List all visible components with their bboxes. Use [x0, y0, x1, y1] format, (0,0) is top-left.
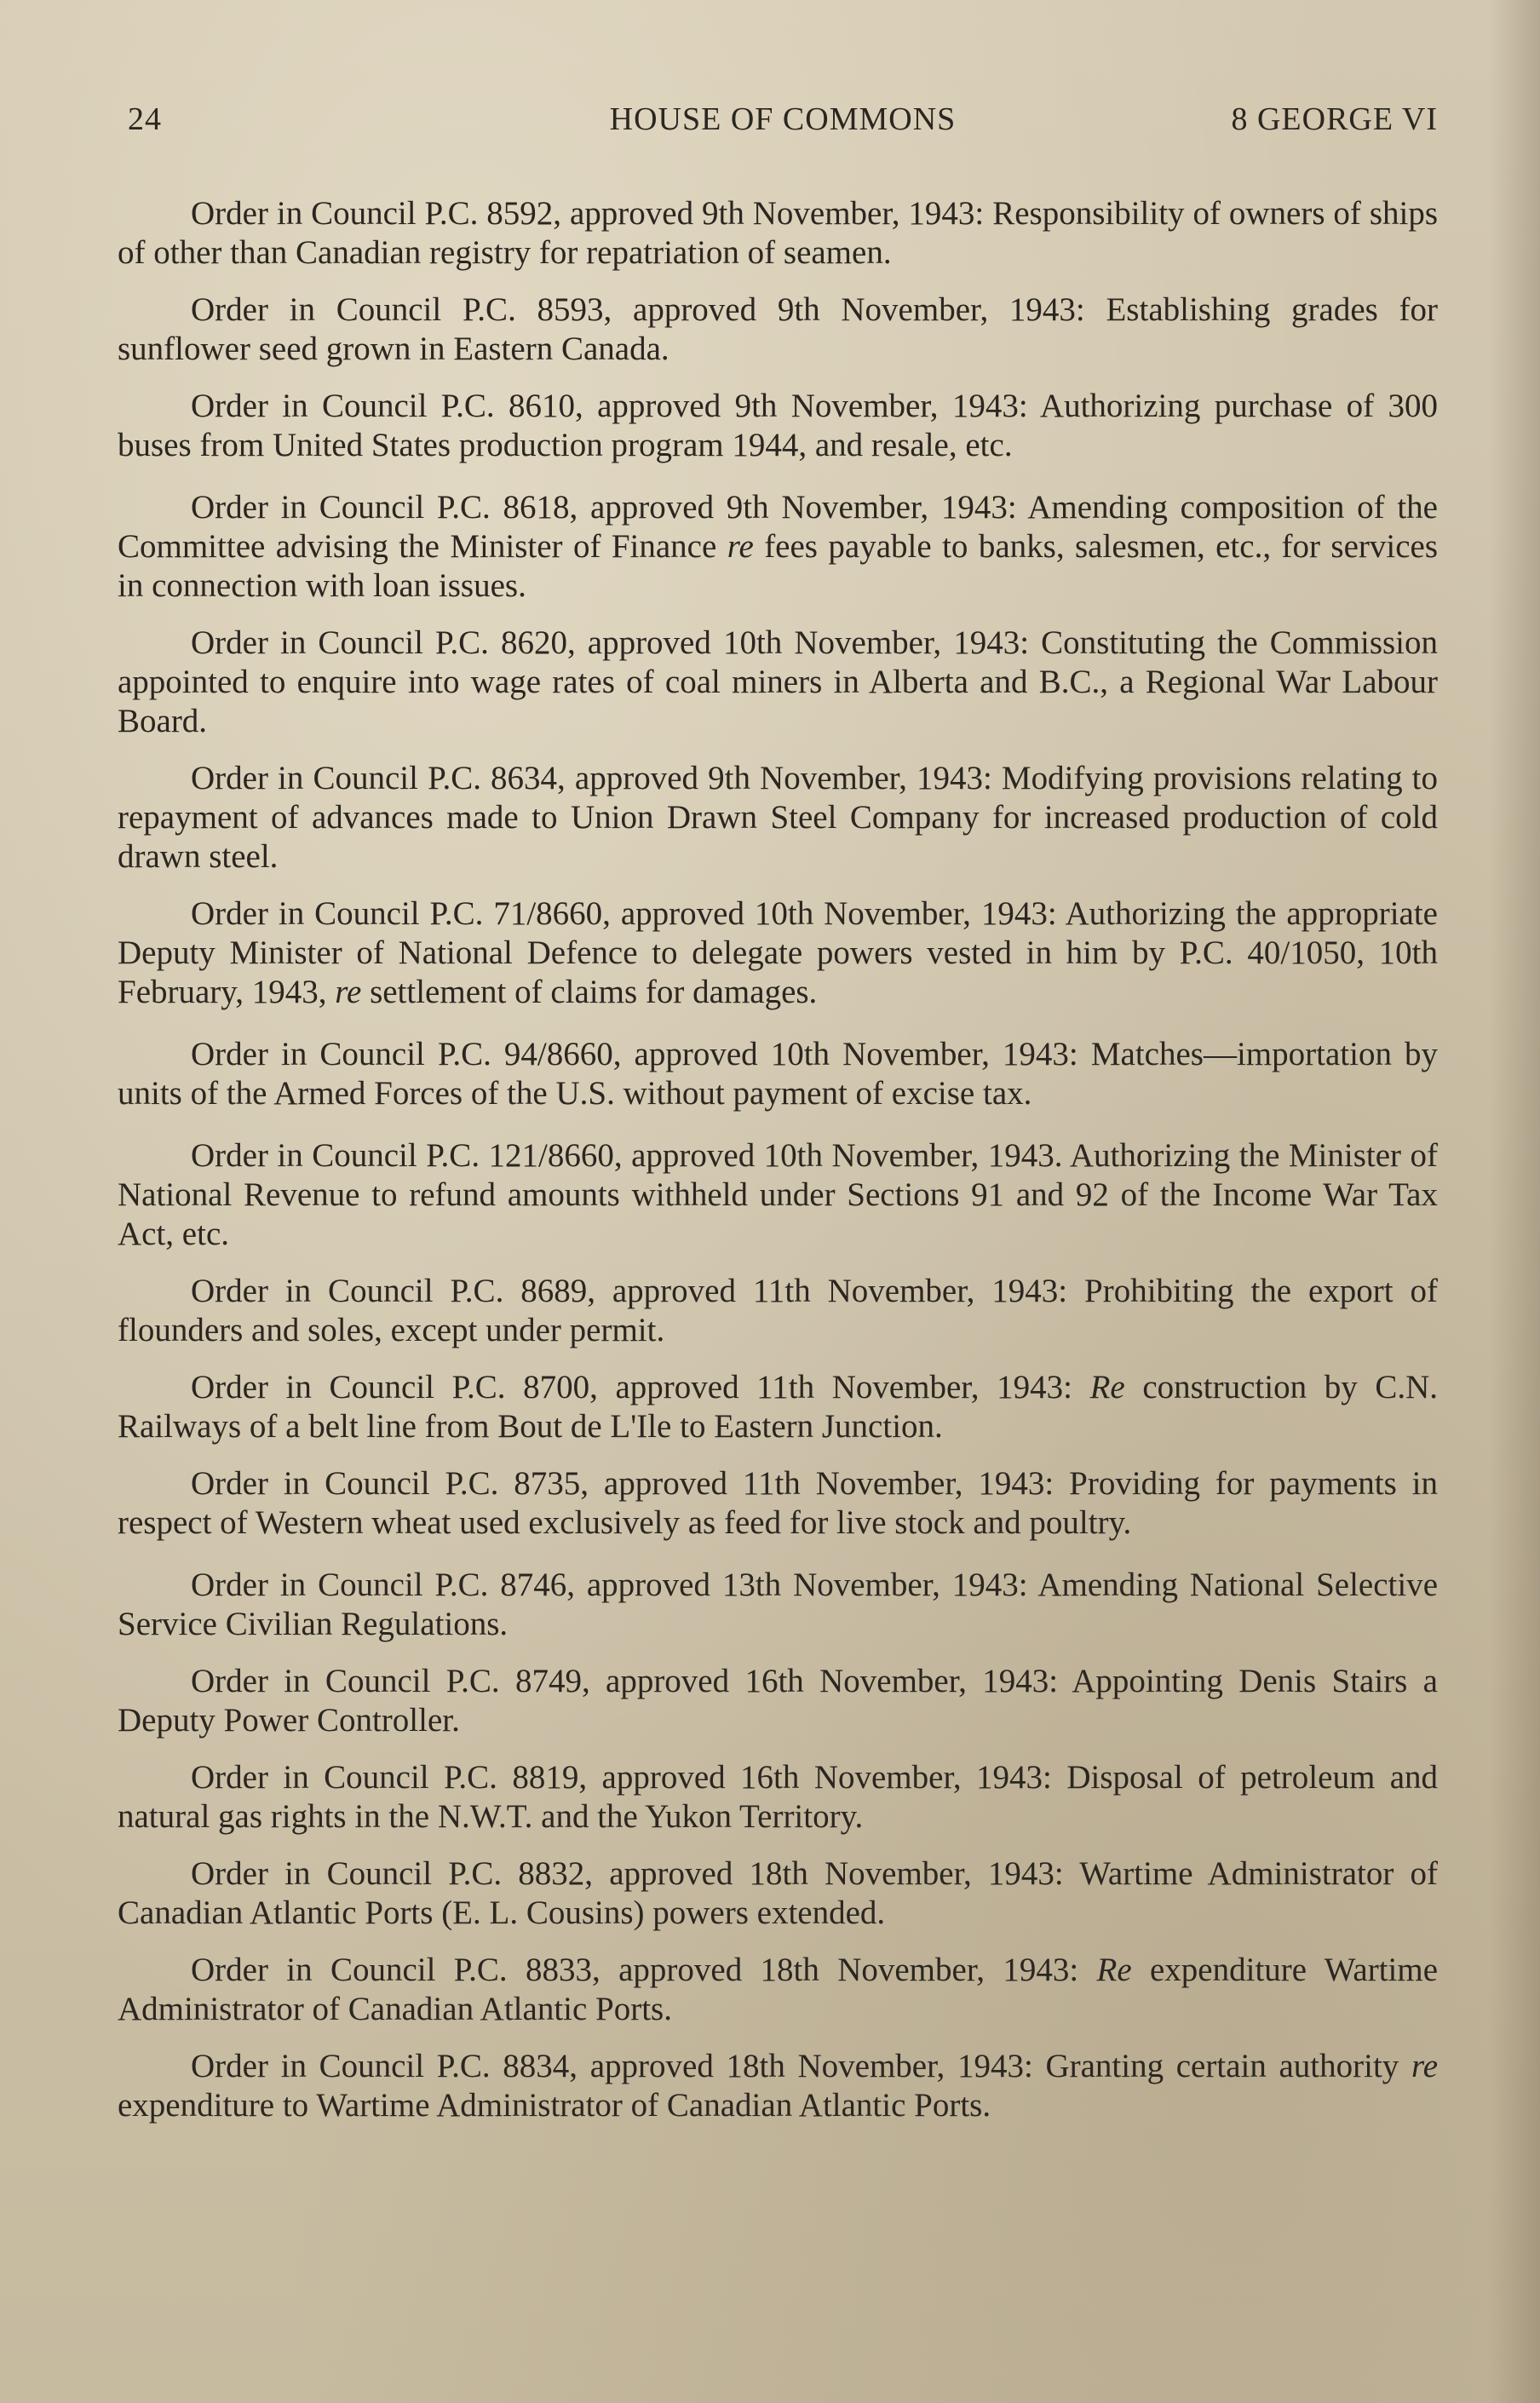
orders-in-council-list: [118, 194, 1438, 2143]
order-reference: Order in Council P.C. 8618, approved 9th November, 1943:: [191, 489, 1017, 526]
order-reference: Order in Council P.C. 8832, approved 18th November, 1943:: [191, 1855, 1064, 1892]
running-title: HOUSE OF COMMONS: [609, 101, 957, 137]
order-reference: Order in Council P.C. 121/8660, approved 10th November, 1943.: [191, 1137, 1063, 1174]
order-entry: [118, 1136, 1438, 1254]
order-description: Providing for payments in respect of Western wheat used exclusively as feed for live stock and poultry.: [118, 1465, 1438, 1541]
order-reference: Order in Council P.C. 8610, approved 9th November, 1943:: [191, 388, 1028, 424]
order-reference: Order in Council P.C. 8634, approved 9th November, 1943:: [191, 760, 992, 796]
order-reference: Order in Council P.C. 94/8660, approved 10th November, 1943:: [191, 1036, 1078, 1072]
page-header: [128, 101, 1438, 152]
order-description: Prohibiting the export of flounders and soles, except under permit.: [118, 1273, 1438, 1348]
order-description: Amending composition of the Committee advising the Minister of Finance re fees payable to banks, salesmen, etc., for services in connection with loan issues.: [118, 489, 1438, 604]
order-description: Re construction by C.N. Railways of a belt line from Bout de L'Ile to Eastern Junction.: [118, 1369, 1439, 1445]
order-reference: Order in Council P.C. 8833, approved 18th November, 1943:: [191, 1952, 1079, 1988]
order-description: Matches—importation by units of the Armed Forces of the U.S. without payment of excise tax.: [118, 1036, 1438, 1112]
order-entry: [118, 1464, 1438, 1543]
page-edge-shadow: [1489, 0, 1540, 2403]
order-description: Amending National Selective Service Civilian Regulations.: [118, 1567, 1439, 1642]
order-entry: [118, 1035, 1438, 1113]
order-entry: [118, 624, 1438, 741]
order-reference: Order in Council P.C. 8700, approved 11th November, 1943:: [191, 1369, 1072, 1406]
order-entry: [118, 387, 1438, 465]
order-description: Constituting the Commission appointed to enquire into wage rates of coal miners in Alberta and B.C., a Regional War Labour Board.: [118, 624, 1439, 739]
order-description: Establishing grades for sunflower seed grown in Eastern Canada.: [118, 291, 1439, 367]
order-description: Appointing Denis Stairs a Deputy Power Controller.: [118, 1663, 1438, 1739]
order-reference: Order in Council P.C. 8834, approved 18th November, 1943:: [191, 2048, 1033, 2084]
order-reference: Order in Council P.C. 8749, approved 16th November, 1943:: [191, 1663, 1059, 1699]
order-entry: [118, 1368, 1438, 1446]
order-entry: [118, 1272, 1438, 1350]
order-description: Authorizing purchase of 300 buses from United States production program 1944, and resale, etc.: [118, 388, 1438, 463]
order-reference: Order in Council P.C. 8819, approved 16th November, 1943:: [191, 1759, 1052, 1796]
order-reference: Order in Council P.C. 8592, approved 9th November, 1943:: [191, 195, 985, 232]
page-number: 24: [128, 101, 162, 137]
order-reference: Order in Council P.C. 8689, approved 11th November, 1943:: [191, 1273, 1068, 1309]
order-entry: [118, 894, 1438, 1012]
order-entry: [118, 1951, 1438, 2029]
order-entry: [118, 1854, 1438, 1933]
order-reference: Order in Council P.C. 8620, approved 10th November, 1943:: [191, 624, 1030, 661]
order-entry: [118, 1566, 1438, 1644]
order-description: Authorizing the appropriate Deputy Minister of National Defence to delegate powers vested in him by P.C. 40/1050, 10th February, 1943, re settlement of claims for damages.: [118, 895, 1438, 1010]
order-entry: [118, 290, 1438, 369]
order-reference: Order in Council P.C. 8735, approved 11th November, 1943:: [191, 1465, 1054, 1502]
order-entry: [118, 1758, 1438, 1837]
order-entry: [118, 759, 1438, 877]
order-description: Granting certain authority re expenditure to Wartime Administrator of Canadian Atlantic Ports.: [118, 2048, 1439, 2124]
order-description: Re expenditure Wartime Administrator of Canadian Atlantic Ports.: [118, 1952, 1439, 2027]
order-description: Responsibility of owners of ships of other than Canadian registry for repatriation of seamen.: [118, 195, 1439, 271]
regnal-year: 8 GEORGE VI: [1231, 101, 1438, 137]
order-reference: Order in Council P.C. 8746, approved 13th November, 1943:: [191, 1567, 1028, 1603]
order-reference: Order in Council P.C. 71/8660, approved 10th November, 1943:: [191, 895, 1057, 932]
order-reference: Order in Council P.C. 8593, approved 9th November, 1943:: [191, 291, 1085, 328]
order-entry: [118, 1662, 1438, 1740]
order-description: Wartime Administrator of Canadian Atlantic Ports (E. L. Cousins) powers extended.: [118, 1855, 1439, 1931]
order-entry: [118, 194, 1438, 273]
order-entry: [118, 488, 1438, 606]
order-description: Disposal of petroleum and natural gas rights in the N.W.T. and the Yukon Territory.: [118, 1759, 1439, 1835]
order-description: Modifying provisions relating to repayment of advances made to Union Drawn Steel Company for increased production of cold drawn steel.: [118, 760, 1439, 875]
order-entry: [118, 2047, 1438, 2125]
order-description: Authorizing the Minister of National Revenue to refund amounts withheld under Sections 91 and 92 of the Income War Tax Act, etc.: [118, 1137, 1438, 1252]
